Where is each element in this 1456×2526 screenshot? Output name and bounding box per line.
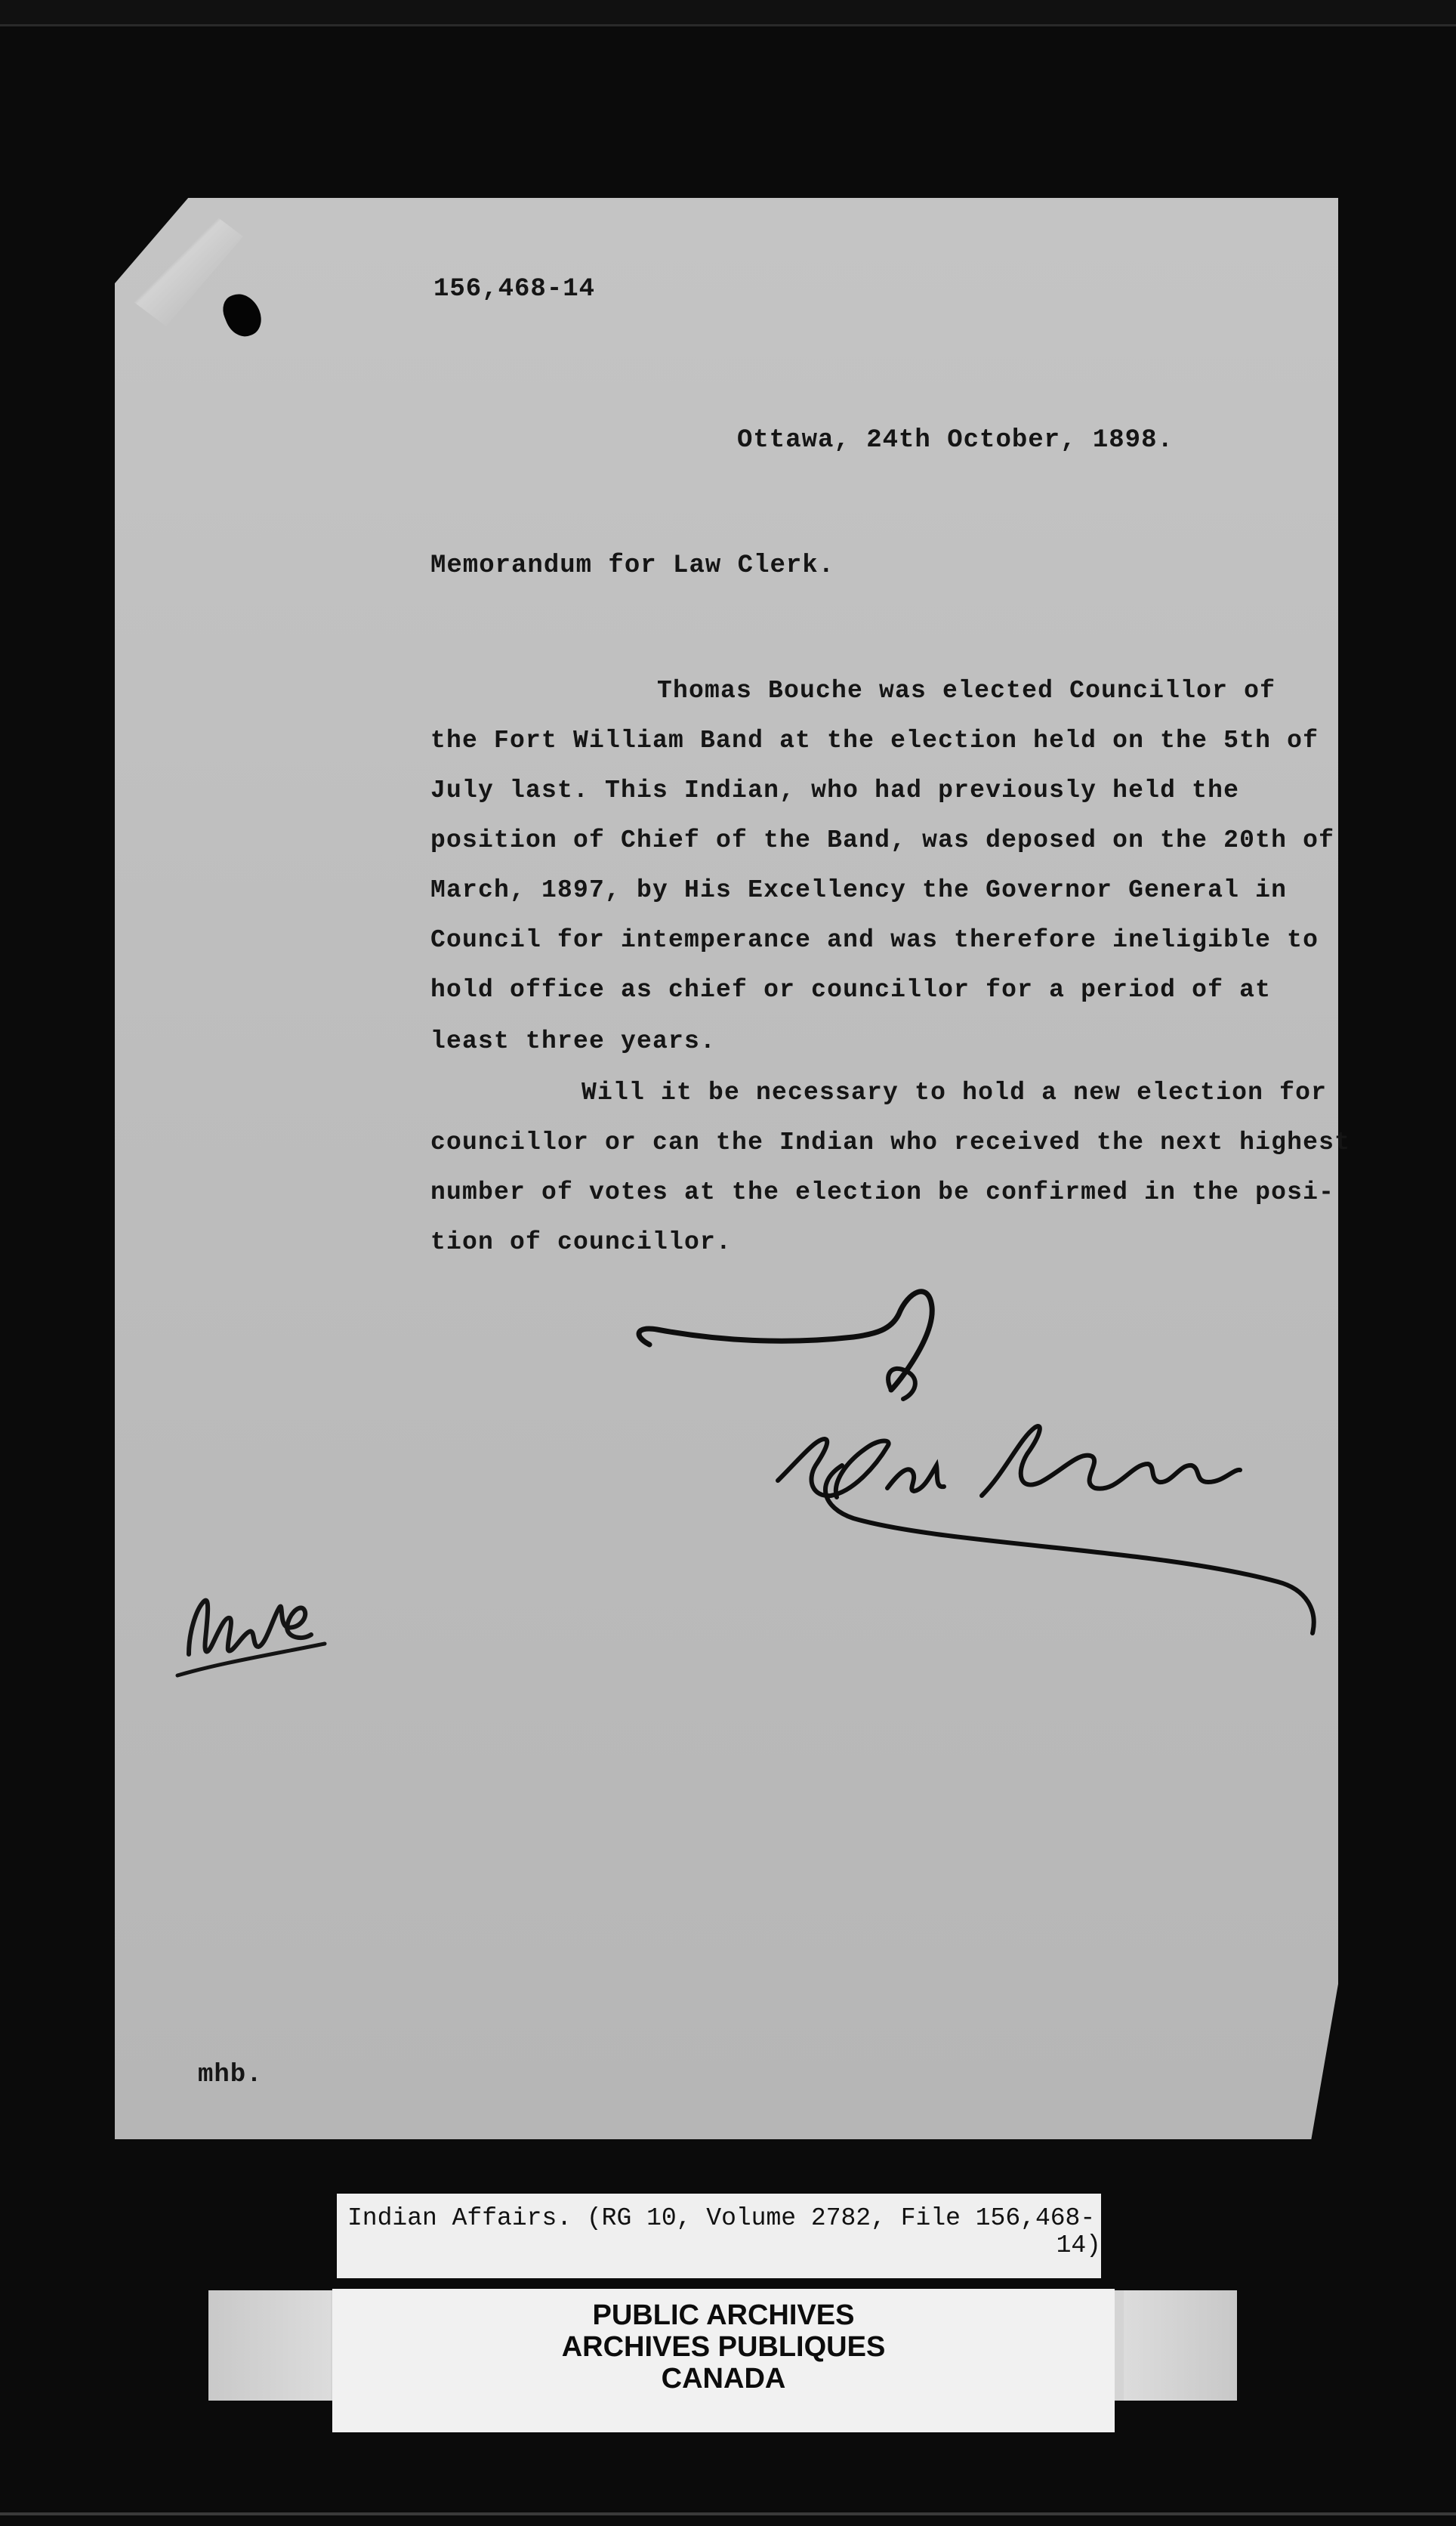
typist-initials: mhb. [198,2061,263,2089]
margin-initials [174,1571,332,1685]
body-line: hold office as chief or councillor for a period of at [430,976,1272,1004]
stamp-line: ARCHIVES PUBLIQUES [561,2331,886,2363]
stamp-line: CANADA [661,2363,786,2395]
body-line: July last. This Indian, who had previously held the [430,777,1240,804]
body-line: Council for intemperance and was therefore ineligible to [430,926,1319,954]
scanner-bottom-edge [0,2512,1456,2515]
body-line: Thomas Bouche was elected Councillor of [657,677,1276,705]
signature [627,1284,1329,1677]
body-line: least three years. [430,1027,717,1055]
memo-heading: Memorandum for Law Clerk. [430,551,835,580]
body-line: Will it be necessary to hold a new election for [581,1079,1328,1107]
scanner-top-edge [0,0,1456,26]
body-line: March, 1897, by His Excellency the Governor General in [430,876,1288,904]
body-line: councillor or can the Indian who received the next highest [430,1129,1351,1156]
archive-reference-line: 14) [1056,2231,1101,2259]
archive-reference-label [337,2194,1101,2278]
body-line: the Fort William Band at the election held on the 5th of [430,727,1319,755]
date-line: Ottawa, 24th October, 1898. [737,426,1174,455]
body-line: tion of councillor. [430,1228,733,1256]
body-line: position of Chief of the Band, was deposed on the 20th of [430,826,1335,854]
body-line: number of votes at the election be confirmed in the posi- [430,1178,1335,1206]
archive-reference-line: Indian Affairs. (RG 10, Volume 2782, File 156,468- [347,2204,1096,2232]
memo-page [115,198,1338,2139]
stamp-line: PUBLIC ARCHIVES [592,2299,855,2331]
archives-stamp [332,2289,1115,2432]
file-number: 156,468-14 [433,275,596,304]
